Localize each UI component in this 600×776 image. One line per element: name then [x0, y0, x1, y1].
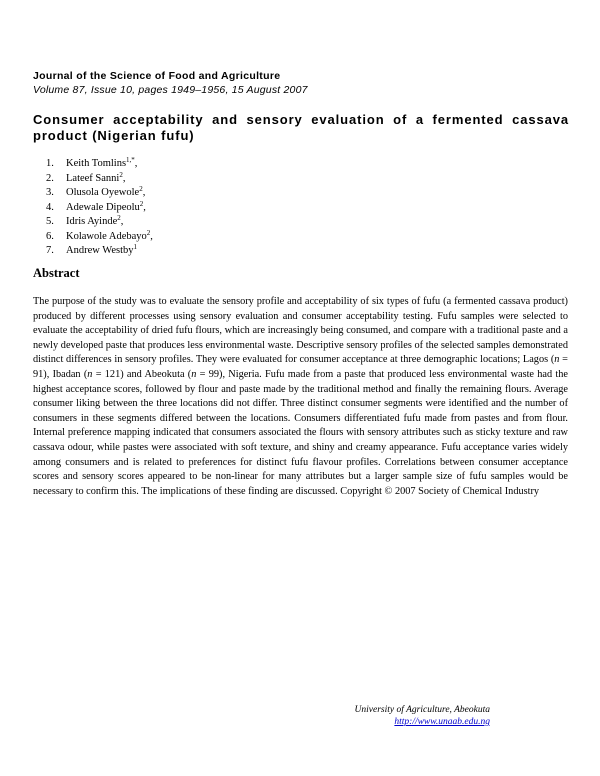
abstract-text: The purpose of the study was to evaluate the sensory profile and acceptability of six types of fufu (a fermented cassava product) produced by different processes using sensory evaluation and consumer acceptability testing. Fufu samples were selected to evaluate the acceptability of dried fufu flours, which are increasingly being consumed, and compare with a traditional paste and a newly developed paste that produces less environmental waste. Descriptive sensory profiles of the selected samples demonstrated distinct differences in sensory profiles. They were evaluated for consumer acceptance at three demographic locations; Lagos (n = 91), Ibadan (n = 121) and Abeokuta (n = 99), Nigeria. Fufu made from a paste that produced less environmental waste had the highest acceptance scores, followed by flour and paste made by the traditional method and finally the remaining flours. Average consumer liking between the three locations did not differ. Three distinct consumer segments were identified and the number of consumers in these segments differed between the locations. Consumers differentiated fufu made from pastes and from flour. Internal preference mapping indicated that consumers associated the flours with sensory attributes such as sticky texture and raw cassava odour, while pastes were associated with soft texture, and shiny and creamy appearance. Fufu acceptance varies widely among consumers and is related to preferences for distinct fufu flavour profiles. Correlations between consumer acceptance scores and sensory scores appeared to be non-linear for many attributes but a larger sample size of fufu samples would be necessary to confirm this. The implications of these finding are discussed. Copyright © 2007 Society of Chemical Industry [33, 296, 568, 497]
author-item: 2. Lateef Sanni$^2$, [46, 170, 126, 184]
author-item: 6. Kolawole Adebayo$^2$, [46, 228, 153, 242]
author-item: 4. Adewale Dipeolu$^2$, [46, 199, 146, 213]
author-list [46, 157, 153, 259]
author-name: Keith Tomlins [66, 158, 127, 169]
author-name: Kolawole Adebayo [66, 230, 147, 242]
paper-title: Consumer acceptability and sensory evaluation of a fermented cassava product (Nigerian fufu) [33, 112, 569, 143]
abstract-heading: Abstract [33, 266, 80, 280]
journal-name: Journal of the Science of Food and Agriculture [33, 70, 281, 82]
author-name: Olusola Oyewole [66, 187, 140, 198]
author-item: 5. Idris Ayinde$^2$, [46, 214, 124, 227]
author-item: 7. Andrew Westby$^1$ [46, 243, 137, 256]
author-affiliation: 2 [146, 228, 151, 237]
author-name: Andrew Westby [66, 245, 134, 256]
author-affiliation: 2 [139, 185, 143, 193]
author-name: Lateef Sanni [66, 172, 120, 184]
footer [355, 704, 490, 728]
author-affiliation: 2 [117, 214, 121, 222]
author-name: Idris Ayinde [66, 216, 118, 227]
journal-citation: Volume 87, Issue 10, pages 1949–1956, 15 August 2007 [33, 84, 308, 96]
author-affiliation: 2 [119, 170, 123, 179]
author-affiliation: 1 [133, 243, 137, 251]
author-name: Adewale Dipeolu [66, 201, 140, 213]
author-affiliation: 2 [139, 199, 144, 208]
author-item: 3. Olusola Oyewole$^2$, [46, 185, 146, 198]
author-affiliation: 1,* [126, 156, 135, 164]
institution-name: University of Agriculture, Abeokuta [354, 705, 490, 715]
author-item: 1. Keith Tomlins$^{1,*}$, [46, 156, 138, 169]
institution-link[interactable]: http://www.unaab.edu.ng [394, 717, 490, 727]
